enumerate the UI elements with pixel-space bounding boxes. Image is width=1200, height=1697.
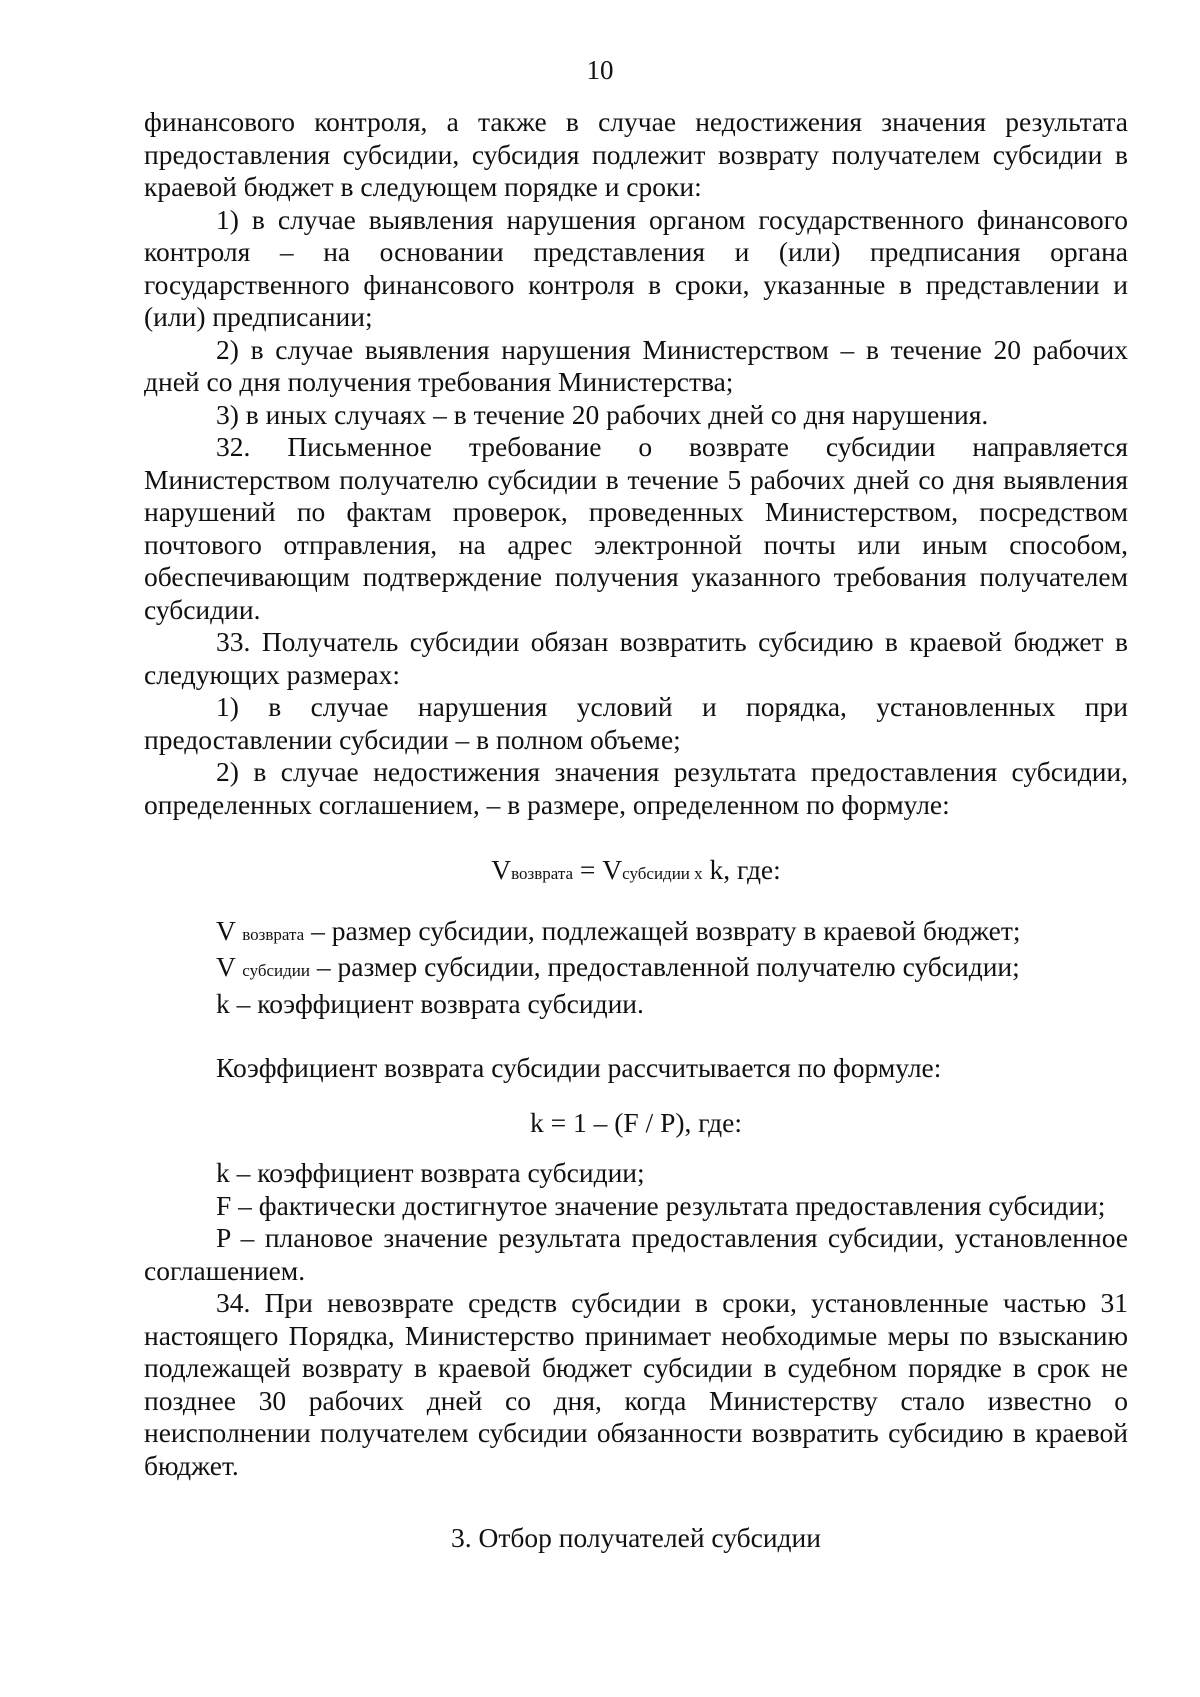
section-heading: 3. Отбор получателей субсидии (451, 1522, 821, 1553)
paragraph-continuation: финансового контроля, а также в случае недостижения значения результата предоставления субсидии, субсидия подлежит возврату получателем субсидии в краевой бюджет в следующем порядке и сроки: (144, 106, 1128, 202)
paragraph-31-item-2: 2) в случае выявления нарушения Министерством – в течение 20 рабочих дней со дня получения требования Министерства; (144, 333, 1128, 397)
legend-k: k – коэффициент возврата субсидии. (216, 987, 644, 1019)
legend2-p: P – плановое значение результата предоставления субсидии, установленное соглашением. (144, 1222, 1128, 1286)
formula-eq: = V (573, 854, 623, 885)
paragraph-33: 33. Получатель субсидии обязан возвратить субсидию в краевой бюджет в следующих размерах: (144, 626, 1128, 690)
legend-v-return (144, 915, 1128, 952)
legend-v-subsidy-sub: субсидии (242, 961, 310, 980)
formula-sub-subsidy: субсидии х (622, 864, 703, 883)
page-number: 10 (586, 55, 614, 85)
formula-return-amount (144, 854, 1128, 891)
legend2-k: k – коэффициент возврата субсидии; (216, 1157, 645, 1188)
legend2-f: F – фактически достигнутое значение результата предоставления субсидии; (216, 1189, 1106, 1221)
paragraph-31-item-1: 1) в случае выявления нарушения органом государственного финансового контроля – на основании представления и (или) предписания органа государственного финансового контроля в сроки, указанные в представлении и (или) предписании; (144, 203, 1128, 332)
legend-v-subsidy (144, 951, 1128, 988)
legend-v-symbol: V (216, 914, 243, 946)
legend-v-return-sub: возврата (242, 924, 305, 944)
legend-v-subsidy-text: – размер субсидии, предоставленной получателю субсидии; (309, 951, 1020, 982)
legend-v-symbol: V (216, 951, 243, 982)
paragraph-34: 34. При невозврате средств субсидии в сроки, установленные частью 31 настоящего Порядка, Министерство принимает необходимые меры по взысканию подлежащей возврату в краевой бюджет субсидии в судебном порядке в срок не позднее 30 рабочих дней со дня, когда Министерству стало известно о неисполнении получателем субсидии обязанности возвратить субсидию в краевой бюджет. (144, 1287, 1128, 1481)
paragraph-31-item-3: 3) в иных случаях – в течение 20 рабочих дней со дня нарушения. (216, 398, 989, 430)
formula-rest: k, где: (702, 854, 781, 885)
formula-sub-return: возврата (511, 864, 574, 883)
paragraph-32: 32. Письменное требование о возврате субсидии направляется Министерством получателю субсидии в течение 5 рабочих дней со дня выявления нарушений по фактам проверок, проведенных Министерством, посредством почтового отправления, на адрес электронной почты или иным способом, обеспечивающим подтверждение получения указанного требования получателем субсидии. (144, 431, 1128, 625)
document-body (144, 106, 1128, 1555)
formula-v: V (491, 854, 512, 885)
paragraph-33-item-2: 2) в случае недостижения значения результата предоставления субсидии, определенных соглашением, – в размере, определенном по формуле: (144, 756, 1128, 820)
legend-v-return-text: – размер субсидии, подлежащей возврату в краевой бюджет; (304, 914, 1021, 946)
formula-coefficient: k = 1 – (F / P), где: (529, 1106, 743, 1138)
paragraph-coefficient-intro: Коэффициент возврата субсидии рассчитывается по формуле: (216, 1052, 942, 1083)
paragraph-33-item-1: 1) в случае нарушения условий и порядка, установленных при предоставлении субсидии – в полном объеме; (144, 691, 1128, 755)
